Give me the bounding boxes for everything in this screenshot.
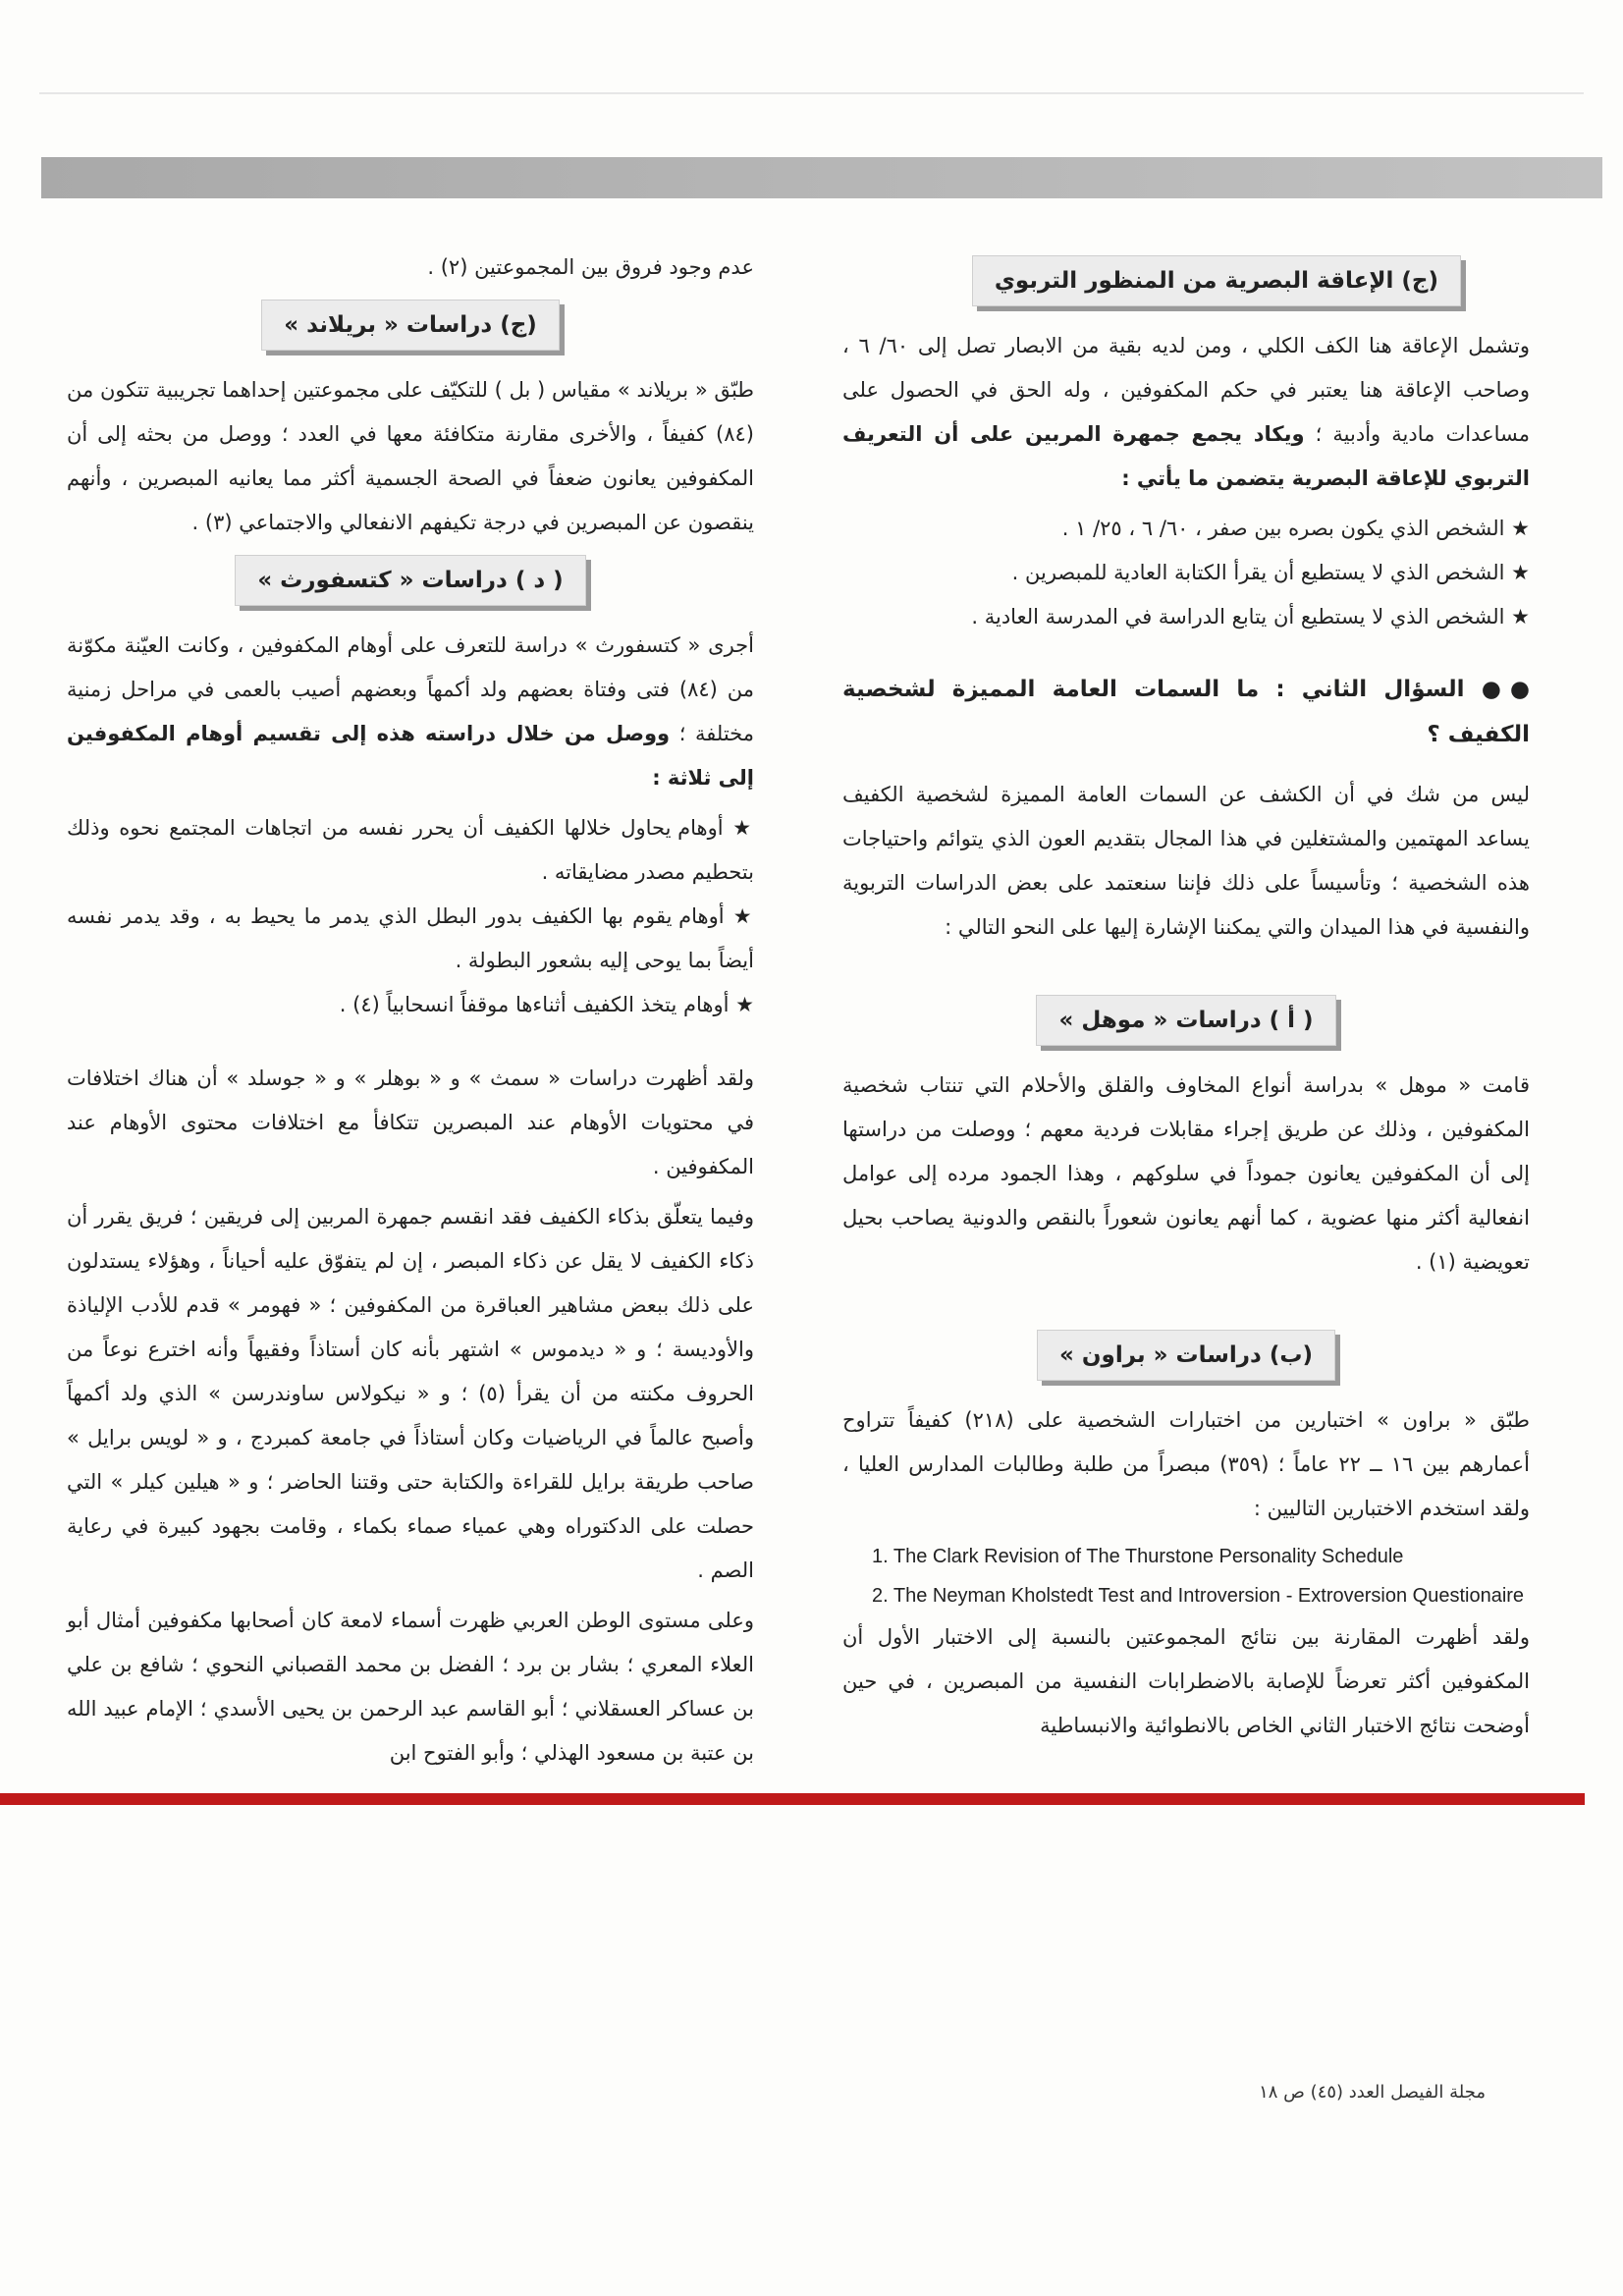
right-column (842, 246, 1530, 1754)
test-item-2: 2. The Neyman Kholstedt Test and Introversion - Extroversion Questionaire (872, 1585, 1525, 1607)
section-b-title: (ب) دراسات « براون » (1037, 1330, 1335, 1381)
section-c-bold: ويكاد يجمع جمهرة المربين على أن التعريف التربوي للإعاقة البصرية يتضمن ما يأتي : (842, 422, 1530, 490)
top-rule (39, 92, 1584, 94)
section-c-text: وتشمل الإعاقة هنا الكف الكلي ، ومن لديه بقية من الابصار تصل إلى ٦٠/ ٦ ، وصاحب الإعاقة هنا يعتبر في حكم المكفوفين ، وله الحق في الحصول على مساعدات مادية وأدبية ؛ (842, 334, 1531, 446)
section-d-text: أجرى « كتسفورث » دراسة للتعرف على أوهام المكفوفين ، وكانت العيّنة مكوّنة من (٨٤) فتى وفتاة بعضهم ولد أكمهاً وبعضهم أصيب بالعمى في مراحل زمنية مختلفة ؛ (67, 633, 754, 745)
section-briland-paragraph: طبّق « بريلاند » مقياس ( بل ) للتكيّف على مجموعتين إحداهما تجريبية تتكون من (٨٤) كفيفاً ، والأخرى مقارنة متكافئة معها في العدد ؛ ووصل من بحثه إلى أن المكفوفين يعانون ضعفاً في الصحة الجسمية أكثر مما يعانيه المبصرين ، وأنهم ينقصون عن المبصرين في درجة تكيفهم الانفعالي والاجتماعي (٣) . (67, 378, 754, 534)
list-item: ★ الشخص الذي لا يستطيع أن يقرأ الكتابة العادية للمبصرين . (842, 551, 1530, 595)
section-c-paragraph (842, 324, 1530, 501)
list-item: ★ أوهام يحاول خلالها الكفيف أن يحرر نفسه من اتجاهات المجتمع نحوه وذلك بتحطيم مصدر مضايقاته . (67, 806, 754, 895)
section-briland-title: (ج) دراسات « بريلاند » (261, 300, 560, 351)
intelligence-paragraph: وفيما يتعلّق بذكاء الكفيف فقد انقسم جمهرة المربين إلى فريقين ؛ فريق يقرر أن ذكاء الكفيف لا يقل عن ذكاء المبصر ، إن لم يتفوّق عليه أحياناً ، وهؤلاء يستدلون على ذلك ببعض مشاهير العباقرة من المكفوفين ؛ « فهومر » قدم للأدب الإلياذة والأوديسة ؛ و « ديدموس » اشتهر بأنه كان أستاذاً وفقيهاً وأنه اخترع نوعاً من الحروف مكنته من أن يقرأ (٥) ؛ و « نيكولاس ساوندرسن » الذي ولد أكمهاً وأصبح عالماً في الرياضيات وكان أستاذاً في جامعة كمبردج ، و « لويس برايل » صاحب طريقة برايل للقراءة والكتابة حتى وقتنا الحاضر ؛ و « هيلين كيلر » التي حصلت على الدكتوراه وهي عمياء صماء بكماء ، وقامت بجهود كبيرة في رعاية الصم . (67, 1205, 755, 1582)
left-top-line: عدم وجود فروق بين المجموعتين (٢) . (427, 255, 754, 279)
section-b-paragraph-2: ولقد أظهرت المقارنة بين نتائج المجموعتين بالنسبة إلى الاختبار الأول أن المكفوفين أكثر تعرضاً للإصابة بالاضطرابات النفسية من المبصرين ، في حين أوضحت نتائج الاختبار الثاني الخاص بالانطوائية والانبساطية (842, 1625, 1530, 1737)
section-d-bold: ووصل من خلال دراسته هذه إلى تقسيم أوهام المكفوفين إلى ثلاثة : (67, 722, 754, 790)
list-item: ★ الشخص الذي لا يستطيع أن يتابع الدراسة في المدرسة العادية . (842, 595, 1530, 639)
list-item: ★ أوهام يقوم بها الكفيف بدور البطل الذي يدمر ما يحيط به ، وقد يدمر نفسه أيضاً بما يوحى إليه بشعور البطولة . (67, 895, 754, 983)
test-item-1: 1. The Clark Revision of The Thurstone Personality Schedule (872, 1546, 1404, 1567)
section-d-bullets (67, 806, 754, 1027)
section-a-title: ( أ ) دراسات « موهل » (1036, 995, 1335, 1046)
section-d-title: ( د ) دراسات « كتسفورث » (235, 555, 585, 606)
smith-paragraph: ولقد أظهرت دراسات « سمث » و « بوهلر » و « جوسلد » أن هناك اختلافات في محتويات الأوهام عند المبصرين تتكافأ مع اختلافات محتوى الأوهام عند المكفوفين . (67, 1066, 754, 1178)
list-item: ★ أوهام يتخذ الكفيف أثناءها موقفاً انسحابياً (٤) . (67, 983, 754, 1027)
page-footer: مجلة الفيصل العدد (٤٥) ص ١٨ (1259, 2082, 1486, 2103)
list-item: ★ الشخص الذي يكون بصره بين صفر ، ٦٠/ ٦ ، ٢٥/ ١ . (842, 507, 1530, 551)
section-c-title: (ج) الإعاقة البصرية من المنظور التربوي (972, 255, 1461, 306)
header-bar (41, 157, 1602, 198)
question-two-title: ●● السؤال الثاني : ما السمات العامة المميزة لشخصية الكفيف ؟ (842, 677, 1530, 747)
arab-world-paragraph: وعلى مستوى الوطن العربي ظهرت أسماء لامعة كان أصحابها مكفوفين أمثال أبو العلاء المعري ؛ بشار بن برد ؛ الفضل بن محمد القصباني النحوي ؛ شافع بن علي بن عساكر العسقلاني ؛ أبو القاسم عبد الرحمن بن يحيى الأسدي ؛ الإمام عبيد الله بن عتبة بن مسعود الهذلي ؛ وأبو الفتوح ابن (67, 1609, 754, 1765)
section-a-paragraph: قامت « موهل » بدراسة أنواع المخاوف والقلق والأحلام التي تنتاب شخصية المكفوفين ، وذلك عن طريق إجراء مقابلات فردية معهم ؛ ووصلت من دراستها إلى أن المكفوفين يعانون جموداً في سلوكهم ، وهذا الجمود مرده إلى عوامل انفعالية أكثر منها عضوية ، كما أنهم يعانون شعوراً بالنقص والدونية يصاحب بحيل تعويضية (١) . (842, 1073, 1530, 1274)
question-two-paragraph: ليس من شك في أن الكشف عن السمات العامة المميزة لشخصية الكفيف يساعد المهتمين والمشتغلين في هذا المجال بتقديم العون الذي يتوائم واحتياجات هذه الشخصية ؛ وتأسيساً على ذلك فإننا سنعتمد على بعض الدراسات التربوية والنفسية في هذا الميدان والتي يمكننا الإشارة إليها على النحو التالي : (842, 783, 1530, 939)
section-d-paragraph (67, 624, 754, 800)
left-column (67, 246, 754, 1781)
red-divider (0, 1793, 1585, 1805)
section-c-bullets (842, 507, 1530, 639)
section-b-paragraph: طبّق « براون » اختبارين من اختبارات الشخصية على (٢١٨) كفيفاً تتراوح أعمارهم بين ١٦ ــ ٢٢ عاماً ؛ (٣٥٩) مبصراً من طلبة وطالبات المدارس العليا ، ولقد استخدم الاختبارين التاليين : (842, 1408, 1531, 1520)
